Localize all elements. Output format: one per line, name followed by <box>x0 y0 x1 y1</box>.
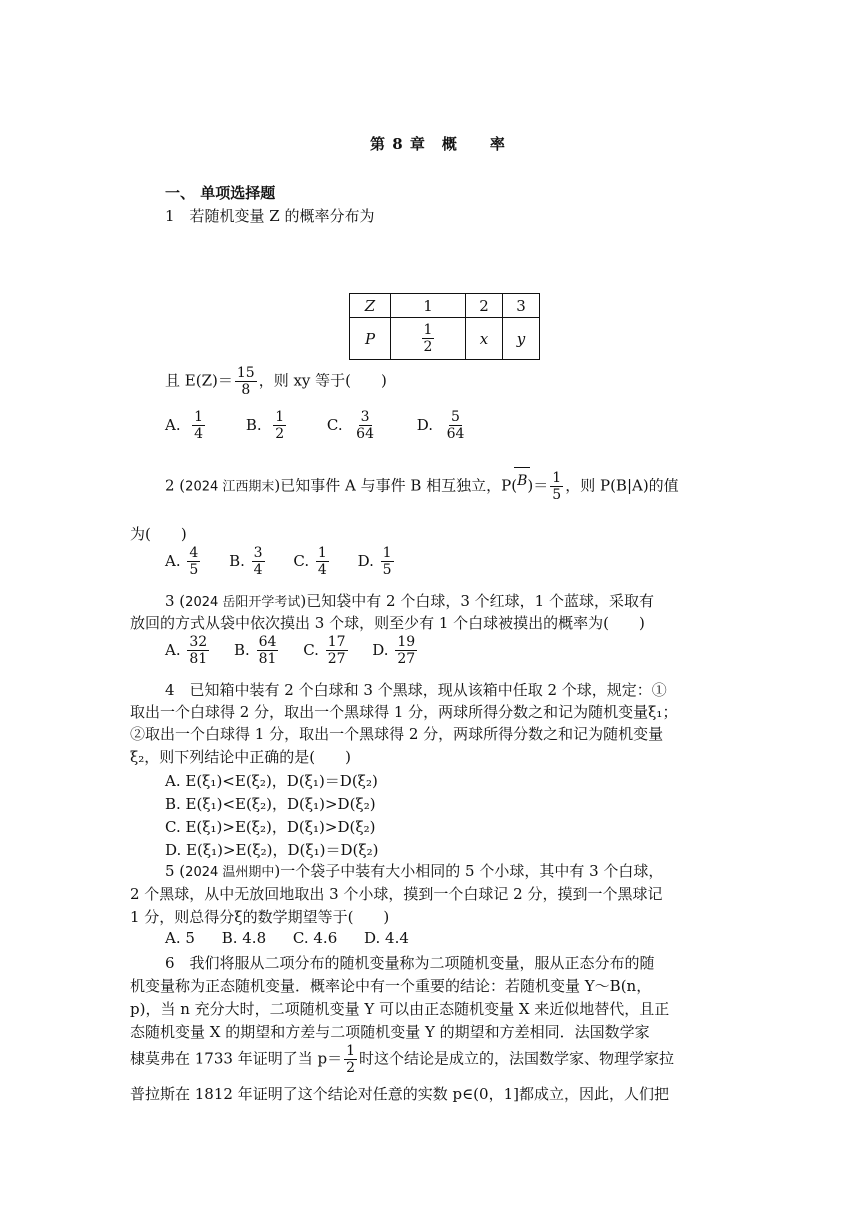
option-c: C. $\frac{1}{4}$ <box>293 545 327 578</box>
option-b: B. $\frac{3}{4}$ <box>229 545 263 578</box>
q4-option-b: B. E(ξ₁)<E(ξ₂)，D(ξ₁)>D(ξ₂) <box>165 795 376 813</box>
fraction: $\frac{1}{2}$ <box>423 322 433 355</box>
option-c: C. $\frac{17}{27}$ <box>303 634 346 667</box>
table-cell: 1 <box>391 294 466 318</box>
q6-line4: 态随机变量 X 的期望和方差与二项随机变量 Y 的期望和方差相同．法国数学家 <box>130 1023 650 1041</box>
fraction: $\frac{1}{5}$ <box>552 470 562 503</box>
q3-stem-line2: 放回的方式从袋中依次摸出 3 个球，则至少有 1 个白球被摸出的概率为( ) <box>130 614 645 632</box>
option-b: B. 4.8 <box>221 929 267 947</box>
q5-stem-line2: 2 个黑球，从中无放回地取出 3 个小球，摸到一个白球记 2 分，摸到一个黑球记 <box>130 885 663 903</box>
q5-options <box>165 929 409 947</box>
q3-stem-line1: 3 (2024 岳阳开学考试)已知袋中有 2 个白球，3 个红球，1 个蓝球，采取有 <box>165 592 654 610</box>
fraction: $\frac{1}{2}$ <box>346 1043 356 1076</box>
q1-condition: 且 E(Z)＝ $\frac{15}{8}$ ，则 xy 等于( ) <box>165 365 387 398</box>
q5-stem-line1: 5 (2024 温州期中)一个袋子中装有大小相同的 5 个小球，其中有 3 个白球， <box>165 862 664 880</box>
option-a: A. $\frac{32}{81}$ <box>165 634 208 667</box>
option-a: A. 5 <box>165 929 195 947</box>
table-cell: x <box>466 318 503 360</box>
q2-options <box>165 545 396 578</box>
q4-option-a: A. E(ξ₁)<E(ξ₂)，D(ξ₁)＝D(ξ₂) <box>165 772 378 790</box>
option-a: A. $\frac{1}{4}$ <box>165 409 204 442</box>
q6-line1: 6 我们将服从二项分布的随机变量称为二项随机变量，服从正态分布的随 <box>165 954 655 972</box>
table-cell: 3 <box>503 294 540 318</box>
q6-line3: p)，当 n 充分大时，二项随机变量 Y 可以由正态随机变量 X 来近似地替代，且正 <box>130 1000 670 1018</box>
q6-line6: 普拉斯在 1812 年证明了这个结论对任意的实数 p∈(0，1]都成立，因此，人们把 <box>130 1085 669 1103</box>
table-cell: 2 <box>466 294 503 318</box>
q4-stem-line2: 取出一个白球得 2 分，取出一个黑球得 1 分，两球所得分数之和记为随机变量ξ₁； <box>130 703 678 721</box>
table-cell: y <box>503 318 540 360</box>
q5-stem-line3: 1 分，则总得分ξ的数学期望等于( ) <box>130 908 390 926</box>
section-heading: 一、 单项选择题 <box>165 184 276 202</box>
b-complement: B <box>517 473 527 489</box>
option-d: D. $\frac{19}{27}$ <box>372 634 416 667</box>
q6-line5: 棣莫弗在 1733 年证明了当 p＝ $\frac{1}{2}$ 时这个结论是成立的，法国数学家、物理学家拉 <box>130 1043 675 1076</box>
option-d: D. $\frac{5}{64}$ <box>416 409 465 442</box>
q6-line2: 机变量称为正态随机变量．概率论中有一个重要的结论：若随机变量 Y～B(n， <box>130 977 652 995</box>
q2-stem-line2: 为( ) <box>130 525 187 543</box>
q4-option-d: D. E(ξ₁)>E(ξ₂)，D(ξ₁)＝D(ξ₂) <box>165 841 379 859</box>
option-d: D. $\frac{1}{5}$ <box>357 545 392 578</box>
table-cell: P <box>350 318 391 360</box>
page-title: 第 8 章 概 率 <box>370 135 506 153</box>
q4-stem-line4: ξ₂，则下列结论中正确的是( ) <box>130 748 351 766</box>
q1-distribution-table <box>349 293 540 360</box>
q4-stem-line3: ②取出一个白球得 1 分，取出一个黑球得 2 分，两球所得分数之和记为随机变量 <box>130 725 664 743</box>
option-b: B. $\frac{1}{2}$ <box>245 409 285 442</box>
option-d: D. 4.4 <box>364 929 409 947</box>
q3-options <box>165 634 419 667</box>
q1-stem: 1 若随机变量 Z 的概率分布为 <box>165 207 375 225</box>
option-a: A. $\frac{4}{5}$ <box>165 545 199 578</box>
table-cell: Z <box>350 294 391 318</box>
option-c: C. 4.6 <box>292 929 338 947</box>
q4-stem-line1: 4 已知箱中装有 2 个白球和 3 个黑球，现从该箱中任取 2 个球，规定：① <box>165 681 667 699</box>
option-c: C. $\frac{3}{64}$ <box>326 409 374 442</box>
table-cell <box>391 318 466 360</box>
q4-option-c: C. E(ξ₁)>E(ξ₂)，D(ξ₁)>D(ξ₂) <box>165 818 376 836</box>
q2-stem: 2 (2024 江西期末)已知事件 A 与事件 B 相互独立，P( B)＝ $\frac{1}{5}$ ，则 P(B|A)的值 <box>165 470 679 503</box>
q1-options <box>165 409 468 442</box>
option-b: B. $\frac{64}{81}$ <box>234 634 277 667</box>
fraction: $\frac{15}{8}$ <box>236 365 255 398</box>
